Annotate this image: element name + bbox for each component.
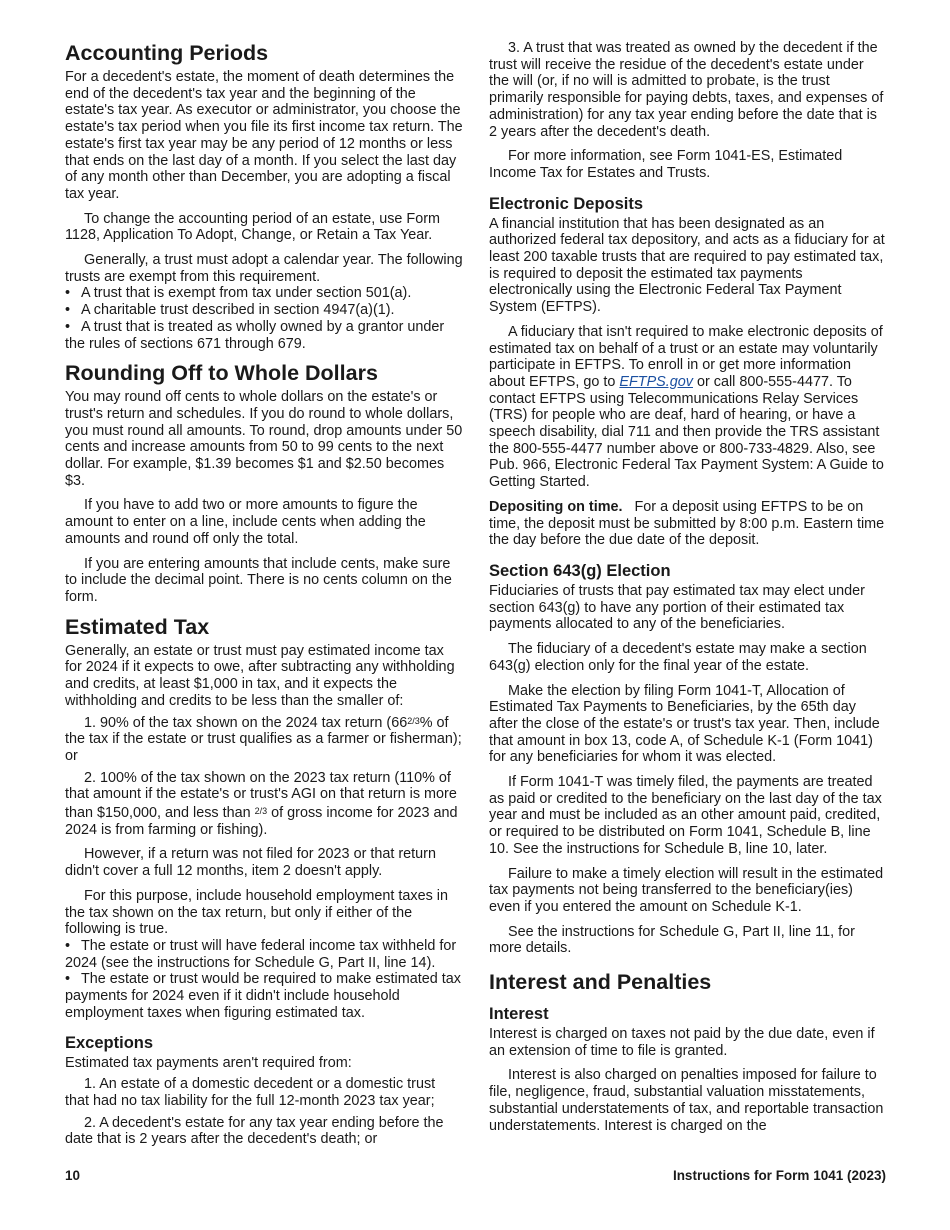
paragraph: Interest is charged on taxes not paid by the due date, even if an extension of time to file is granted.	[489, 1026, 875, 1059]
paragraph: A financial institution that has been designated as an authorized federal tax depository, and acts as a fiduciary for at least 200 taxable trusts that are required to pay estimated tax, is required to deposit the estimated tax payments electronically using the Electronic Federal Tax Payment System (EFTPS).	[489, 215, 885, 316]
eftps-link[interactable]: EFTPS.gov	[619, 373, 693, 390]
paragraph: The fiduciary of a decedent's estate may make a section 643(g) election only for the final year of the estate.	[489, 641, 867, 674]
paragraph: Generally, an estate or trust must pay estimated income tax for 2024 if it expects to owe, after subtracting any withholding and credits, at least $1,000 in tax, and it expects the withholding and credits to be less than the smaller of:	[65, 642, 455, 709]
bullet-item: • A trust that is exempt from tax under section 501(a).	[65, 285, 463, 302]
numbered-item: 2. A decedent's estate for any tax year ending before the date that is 2 years after the decedent's death; or	[65, 1114, 444, 1148]
paragraph: A fiduciary that isn't required to make electronic deposits of estimated tax on behalf of a trust or an estate may voluntarily participate in EFTPS. To enroll in or get more information about EFTPS, go to EFTPS.gov or call 800-555-4477. To contact EFTPS using Telecommunications Relay Services (TRS) for people who are deaf, hard of hearing, or have a speech disability, dial 711 and then provide the TRS assistant the 800-555-4477 number above or 800-733-4829. Also, see Pub. 966, Electronic Federal Tax Payment System: A Guide to Getting Started.	[489, 323, 884, 491]
heading-electronic-deposits: Electronic Deposits	[489, 194, 644, 213]
page-number: 10	[65, 1168, 81, 1183]
bullet-item: • A charitable trust described in section 4947(a)(1).	[65, 302, 463, 319]
heading-accounting-periods: Accounting Periods	[65, 41, 269, 65]
numbered-item: 1. 90% of the tax shown on the 2024 tax return ($66^{2/3}\%$ of the tax if the estate or trust qualifies as a farmer or fisherman); or	[65, 714, 462, 764]
paragraph: Depositing on time. For a deposit using EFTPS to be on time, the deposit must be submitted by 8:00 p.m. Eastern time the day before the due date of the deposit.	[489, 498, 885, 549]
numbered-item: 2. 100% of the tax shown on the 2023 tax return (110% of that amount if the estate's or trust's AGI on that return is more than $150,000, and less than $^{2/3}$ of gross income for 2023 and 2024 is from farming or fishing).	[65, 769, 458, 838]
heading-interest: Interest	[489, 1005, 549, 1024]
left-column	[65, 40, 463, 1153]
paragraph: For a decedent's estate, the moment of death determines the end of the decedent's tax year and the beginning of the estate's tax year. As executor or administrator, you choose the estate's tax period when you file its first income tax return. The estate's first tax year may be any period of 12 months or less that ends on the last day of a month. If you select the last day of any month other than December, you are adopting a fiscal tax year.	[65, 69, 463, 202]
paragraph: For more information, see Form 1041-ES, Estimated Income Tax for Estates and Trusts.	[489, 148, 843, 181]
heading-rounding: Rounding Off to Whole Dollars	[65, 361, 378, 386]
heading-interest-penalties: Interest and Penalties	[489, 970, 712, 995]
paragraph: For this purpose, include household employment taxes in the tax shown on the tax return, but only if either of the following is true.	[65, 887, 448, 938]
numbered-item: 1. An estate of a domestic decedent or a domestic trust that had no tax liability for the full 12-month 2023 tax year;	[65, 1076, 436, 1109]
paragraph: Interest is also charged on penalties imposed for failure to file, negligence, fraud, substantial valuation misstatements, substantial understatements of tax, and reportable transaction understatements. Interest is charged on the	[489, 1067, 884, 1134]
paragraph: Fiduciaries of trusts that pay estimated tax may elect under section 643(g) to have any portion of their estimated tax payments allocated to any of the beneficiaries.	[489, 582, 865, 633]
paragraph: If Form 1041-T was timely filed, the payments are treated as paid or credited to the beneficiary on the last day of the tax year and must be included as an other amount paid, credited, or required to be distributed on Form 1041, Schedule B, line 10. See the instructions for Schedule B, line 10, later.	[489, 774, 882, 857]
heading-estimated-tax: Estimated Tax	[65, 614, 210, 639]
paragraph: If you have to add two or more amounts to figure the amount to enter on a line, include cents when adding the amounts and round off only the total.	[65, 497, 426, 547]
footer-form-title: Instructions for Form 1041 (2023)	[672, 1168, 886, 1183]
right-column	[489, 40, 886, 1142]
paragraph: To change the accounting period of an estate, use Form 1128, Application To Adopt, Change, or Retain a Tax Year.	[65, 210, 440, 244]
bullet-item: • The estate or trust will have federal income tax withheld for 2024 (see the instructions for Schedule G, Part II, line 14).	[65, 938, 463, 971]
heading-exceptions: Exceptions	[65, 1034, 154, 1053]
paragraph: Failure to make a timely election will result in the estimated tax payments not being transferred to the beneficiary(ies) even if you entered the amount on Schedule K-1.	[489, 865, 884, 915]
paragraph: Make the election by filing Form 1041-T, Allocation of Estimated Tax Payments to Beneficiaries, by the 65th day after the close of the estate's or trust's tax year. Then, include that amount in box 13, code A, of Schedule K-1 (Form 1041) for any beneficiaries for whom it was elected.	[489, 682, 880, 766]
paragraph: Estimated tax payments aren't required from:	[65, 1055, 352, 1072]
fraction: 2/3	[254, 806, 268, 817]
paragraph: See the instructions for Schedule G, Part II, line 11, for more details.	[489, 923, 855, 957]
runin-heading: Depositing on time.	[489, 498, 623, 515]
paragraph: You may round off cents to whole dollars on the estate's or trust's return and schedules. If you do round to whole dollars, you must round all amounts. To round, drop amounts under 50 cents and increase amounts from 50 to 99 cents to the next dollar. For example, $1.39 becomes $1 and $2.50 becomes $3.	[65, 389, 463, 489]
fraction: 2/3	[407, 715, 420, 726]
numbered-item: 3. A trust that was treated as owned by the decedent if the trust will receive the residue of the decedent's estate under the will (or, if no will is admitted to probate, is the trust primarily responsible for paying debts, taxes, and expenses of administration) for any tax year ending before the date that is 2 years after the decedent's death.	[489, 40, 884, 140]
paragraph: If you are entering amounts that include cents, make sure to include the decimal point. There is no cents column on the form.	[65, 555, 452, 605]
paragraph: However, if a return was not filed for 2023 or that return didn't cover a full 12 months, item 2 doesn't apply.	[65, 846, 436, 880]
bullet-item: • A trust that is treated as wholly owned by a grantor under the rules of sections 671 through 679.	[65, 319, 463, 352]
bullet-item: • The estate or trust would be required to make estimated tax payments for 2024 even if it didn't include household employment taxes when figuring estimated tax.	[65, 971, 463, 1021]
heading-section-643g: Section 643(g) Election	[489, 561, 671, 580]
paragraph: Generally, a trust must adopt a calendar year. The following trusts are exempt from this requirement.	[65, 252, 463, 285]
